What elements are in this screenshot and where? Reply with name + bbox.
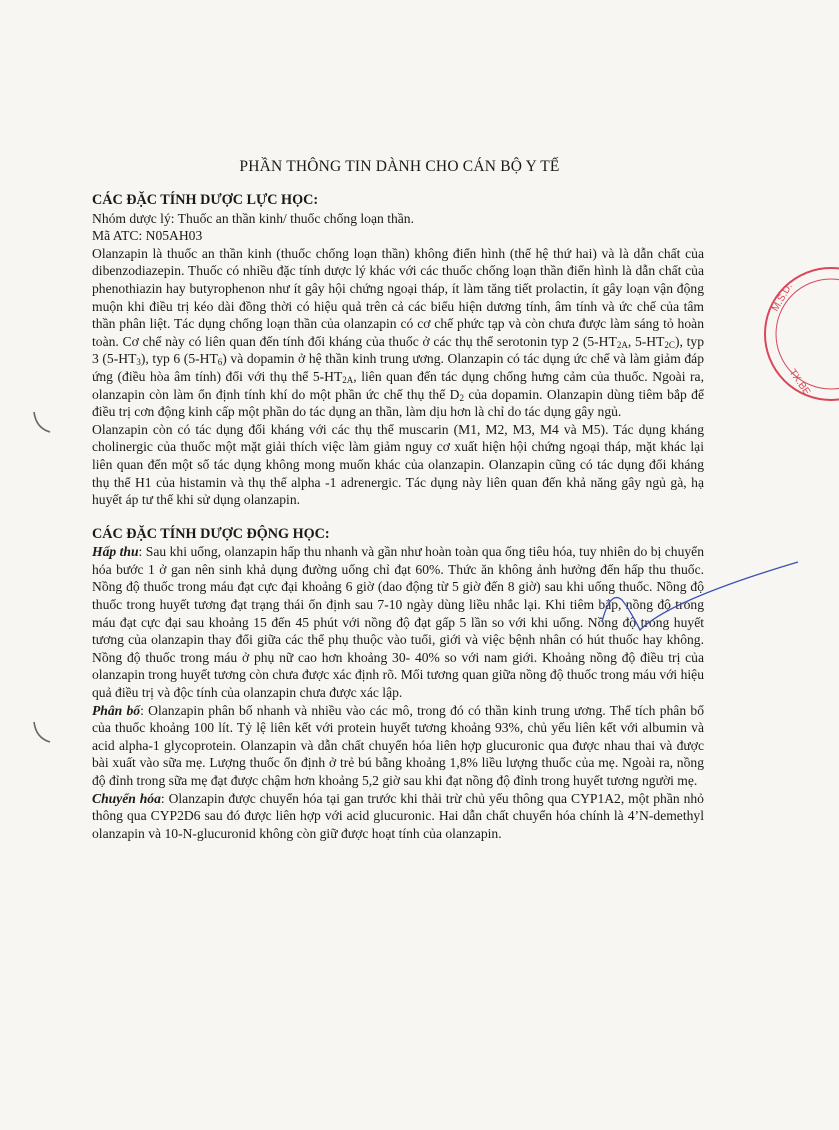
absorption-label: Hấp thu [92, 544, 139, 560]
metabolism-label: Chuyển hóa [92, 790, 161, 806]
document-body [92, 192, 704, 842]
stamp-seal-icon [759, 262, 839, 412]
punch-hole-mark [30, 408, 54, 436]
absorption-paragraph: Hấp thu: Sau khi uống, olanzapin hấp thu nhanh và gần như hoàn toàn qua ống tiêu hóa, tuy nhiên do bị chuyển hóa bước 1 ở gan nên sinh khả dụng đường uống chỉ đạt 60%. Thức ăn không ảnh hưởng đến hấp thu thuốc. Nồng độ thuốc trong máu đạt cực đại khoảng 6 giờ (dao động từ 5 giờ đến 8 giờ) sau khi uống thuốc. Nồng độ thuốc trong huyết tương đạt trạng thái ổn định sau 7-10 ngày dùng liều nhắc lại. Khi tiêm bắp, nồng độ trong máu đạt cực đại sau khoảng 15 đến 45 phút với nồng độ đạt gấp 5 lần so với khi uống. Nồng độ trong huyết tương của olanzapin thay đổi giữa các thể phụ thuộc vào tuổi, giới và việc bệnh nhân có hút thuốc hay không. Nồng độ thuốc trong máu ở phụ nữ cao hơn khoảng 30- 40% so với nam giới. Khoảng nồng độ điều trị của olanzapin trong huyết tương còn chưa được xác định rõ. Mối tương quan giữa nồng độ thuốc trong máu với hiệu quả điều trị và độc tính của olanzapin chưa được xác lập. [92, 544, 704, 701]
distribution-label: Phân bố [92, 702, 141, 718]
check-mark-icon [600, 560, 799, 640]
pharmacodynamics-heading: CÁC ĐẶC TÍNH DƯỢC LỰC HỌC: [92, 192, 319, 208]
stamp-text: TX.BE [786, 367, 813, 398]
pharmacodynamics-paragraph-1: Olanzapin là thuốc an thần kinh (thuốc chống loạn thần) không điển hình (thế hệ thứ hai) và là dẫn chất của dibenzodiazepin. Thuốc có nhiều đặc tính dược lý khác với các thuốc chống loạn thần điển hình là dẫn chất của phenothiazin hay butyrophenon như ít gây hội chứng ngoại tháp, ít làm tăng tiết prolactin, ít gây loạn vận động muộn khi điều trị kéo dài đồng thời có hiệu quả trên cả các biểu hiện dương tính, âm tính và ức chế của tâm thần phân liệt. Tác dụng chống loạn thần của olanzapin có cơ chế phức tạp và còn chưa được làm sáng tỏ hoàn toàn. Cơ chế này có liên quan đến tính đối kháng của thuốc ở các thụ thể serotonin typ 2 ($5-HT_{2A}$, $5-HT_{2C}$), typ 3 $(5-HT_3)$, typ 6 $(5-HT_6)$ và dopamin ở hệ thần kinh trung ương. Olanzapin có tác dụng ức chế và làm giảm đáp ứng (điều hòa âm tính) đối với thụ thể $5-HT_{2A}$, liên quan đến tác dụng chống hưng cảm của thuốc. Ngoài ra, olanzapin còn làm ổn định tính khí do một phần ức chế thụ thể $D_2$ của dopamin. Olanzapin dùng tiêm bắp để điều trị cơn động kinh cấp một phần do tác dụng an thần, làm dịu hơn là chỉ do tác dụng gây ngủ. [92, 245, 704, 420]
stamp-text: M.S.D. [770, 281, 795, 314]
pharmacologic-group: Nhóm dược lý: Thuốc an thần kinh/ thuốc chống loạn thần. [92, 210, 414, 226]
page-title: PHẦN THÔNG TIN DÀNH CHO CÁN BỘ Y TẾ [239, 158, 560, 175]
distribution-paragraph: Phân bố: Olanzapin phân bố nhanh và nhiều vào các mô, trong đó có thần kinh trung ương. Thể tích phân bố của thuốc khoảng 100 lít. Tỷ lệ liên kết với protein huyết tương khoảng 93%, chủ yếu liên kết với albumin và acid alpha-1 glycoprotein. Olanzapin và dẫn chất chuyển hóa liên hợp glucuronic qua được nhau thai và được bài xuất vào sữa mẹ. Lượng thuốc ổn định ở trẻ bú bằng khoảng 1,8% liều lượng thuốc của mẹ. Ngoài ra, nồng độ đỉnh trong sữa mẹ đạt được chậm hơn khoảng 5,2 giờ sau khi đạt nồng độ đỉnh trong huyết tương người mẹ. [92, 702, 704, 788]
punch-hole-mark [30, 718, 54, 746]
pharmacodynamics-paragraph-2: Olanzapin còn có tác dụng đối kháng với các thụ thể muscarin (M1, M2, M3, M4 và M5). Tác dụng kháng cholinergic của thuốc một mặt giải thích việc làm giảm nguy cơ xuất hiện hội chứng ngoại tháp, mặt khác lại liên quan đến một số tác dụng không mong muốn khác của olanzapin. Olanzapin cũng có tác dụng đối kháng thụ thể H1 của histamin và thụ thể alpha -1 adrenergic. Tác dụng này liên quan đến khả năng gây ngủ gà, hạ huyết áp tư thế khi sử dụng olanzapin. [92, 421, 704, 508]
metabolism-paragraph: Chuyển hóa: Olanzapin được chuyển hóa tại gan trước khi thải trừ chủ yếu thông qua CYP1A2, một phần nhỏ thông qua CYP2D6 sau đó được liên hợp với acid glucuronic. Hai dẫn chất chuyển hóa chính là 4’N-demethyl olanzapin và 10-N-glucuronid không còn giữ được hoạt tính của olanzapin. [92, 790, 704, 841]
pharmacokinetics-heading: CÁC ĐẶC TÍNH DƯỢC ĐỘNG HỌC: [92, 525, 330, 542]
atc-code: Mã ATC: N05AH03 [92, 228, 203, 244]
